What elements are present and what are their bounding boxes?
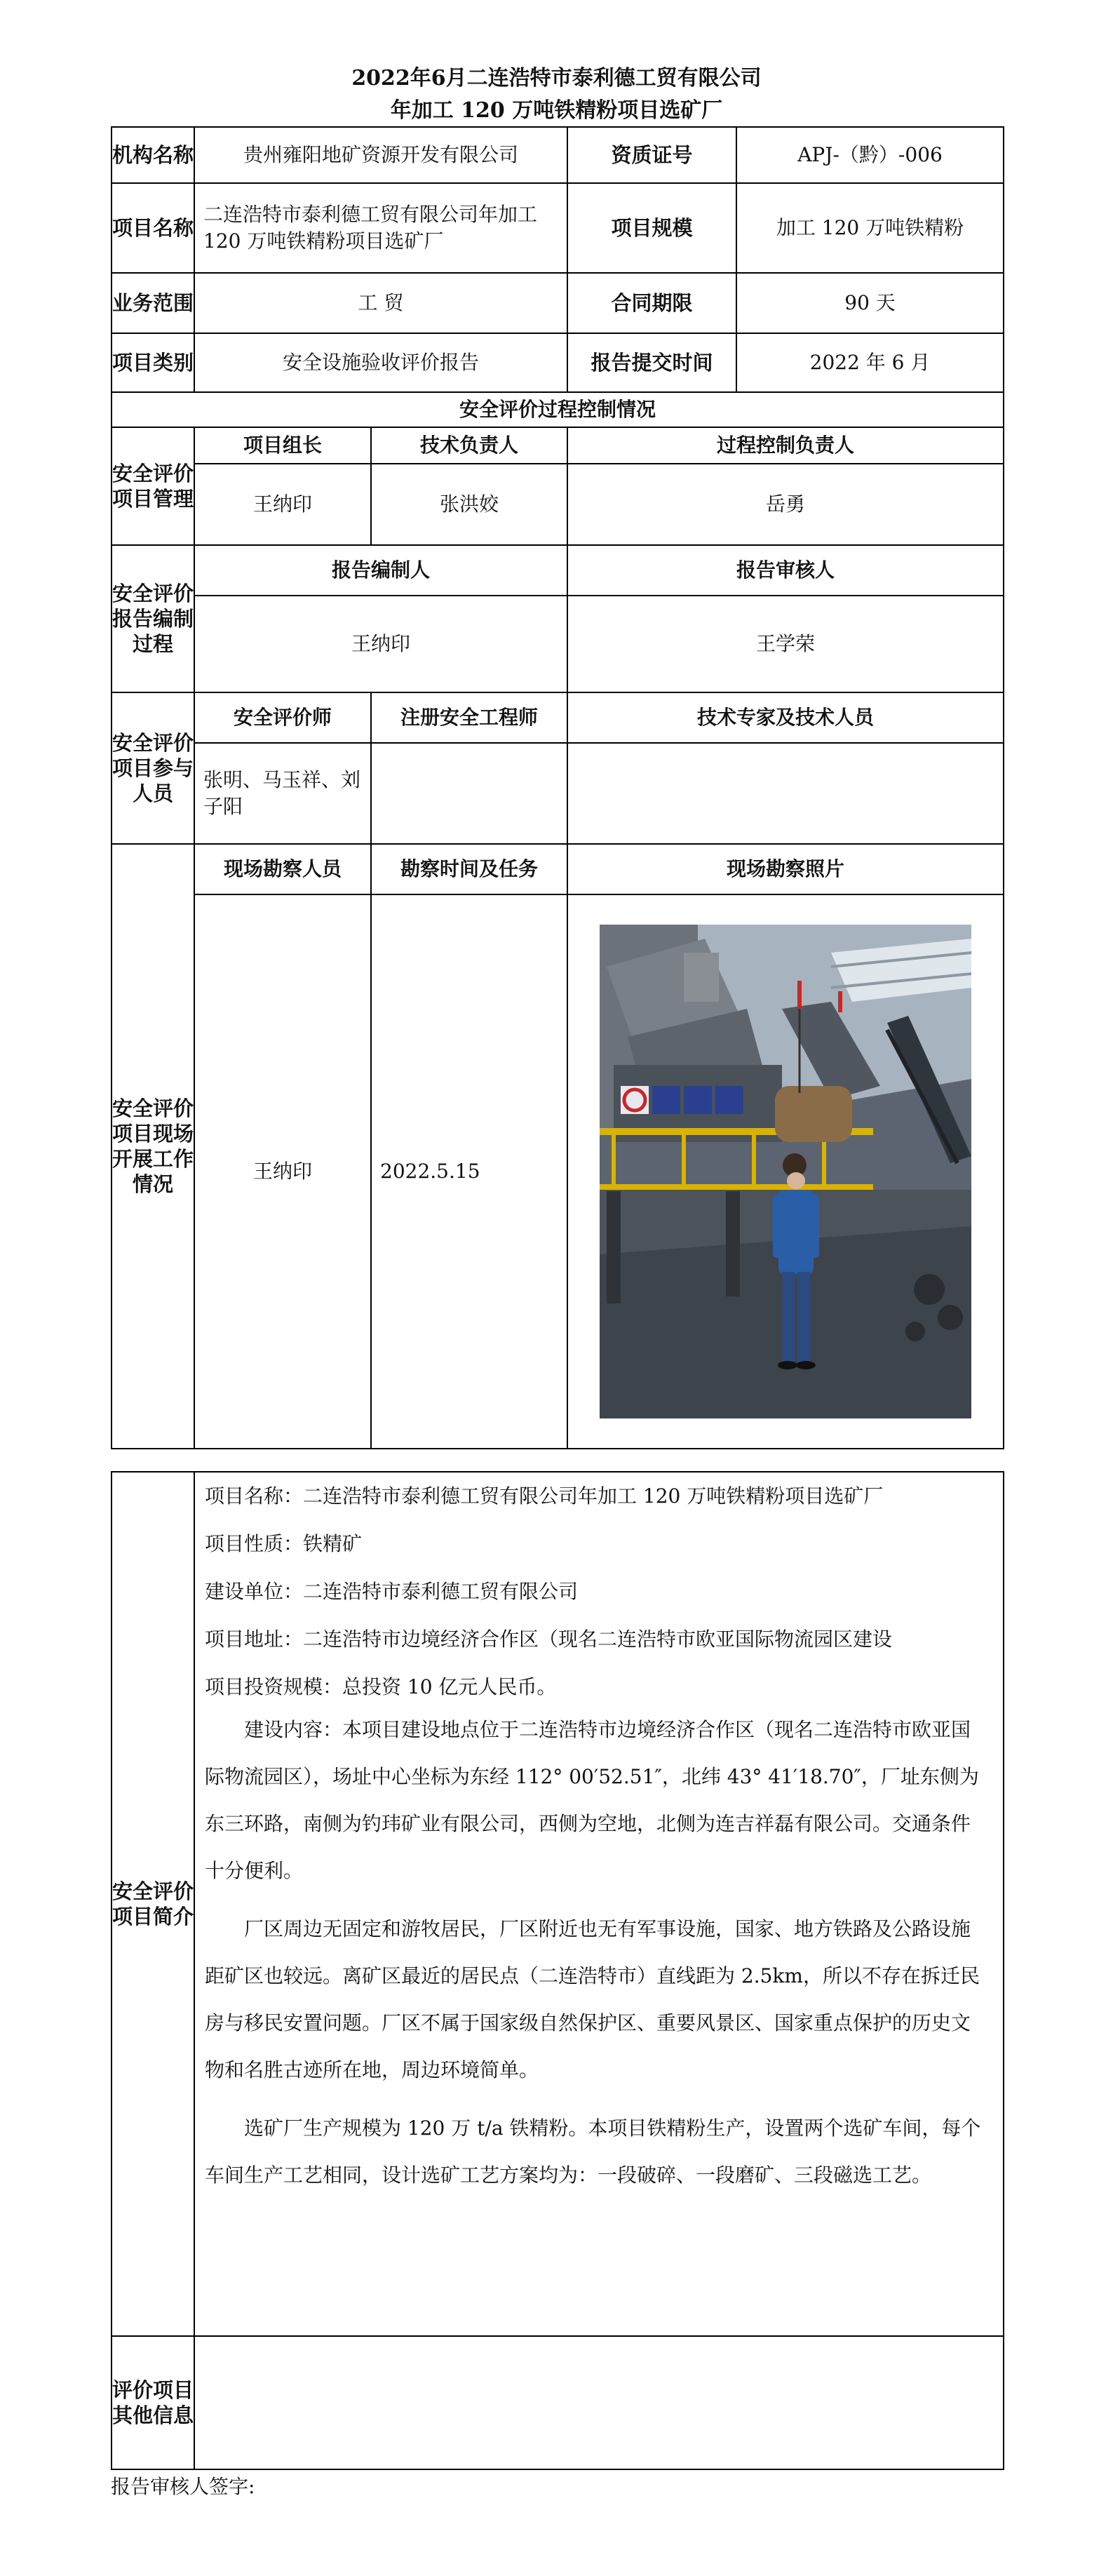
business-scope-label: 业务范围 bbox=[112, 273, 194, 333]
registered-engineer-header: 注册安全工程师 bbox=[371, 692, 567, 743]
tech-experts-header: 技术专家及技术人员 bbox=[567, 692, 1004, 743]
intro-paragraph-3: 选矿厂生产规模为 120 万 t/a 铁精粉。本项目铁精粉生产，设置两个选矿车间，每个车间生产工艺相同，设计选矿工艺方案均为：一段破碎、一段磨矿、三段磁选工艺。 bbox=[205, 2117, 981, 2187]
project-management-label: 安全评价项目管理 bbox=[112, 427, 194, 545]
project-name-value: 二连浩特市泰利德工贸有限公司年加工 120 万吨铁精粉项目选矿厂 bbox=[194, 183, 567, 273]
business-scope-value: 工 贸 bbox=[194, 273, 567, 333]
tech-experts-value bbox=[567, 743, 1004, 844]
project-name-label: 项目名称 bbox=[112, 183, 194, 273]
document-title-line-2: 年加工 120 万吨铁精粉项目选矿厂 bbox=[390, 98, 723, 123]
contract-term-value: 90 天 bbox=[736, 273, 1004, 333]
report-reviewer-header: 报告审核人 bbox=[567, 545, 1004, 596]
project-category-label: 项目类别 bbox=[112, 333, 194, 392]
other-info-value bbox=[194, 2336, 1004, 2469]
tech-lead-value: 张洪姣 bbox=[371, 464, 567, 545]
intro-paragraph-2: 厂区周边无固定和游牧居民，厂区附近也无有军事设施，国家、地方铁路及公路设施距矿区也较远。离矿区最近的居民点（二连浩特市）直线距为 2.5km，所以不存在拆迁民房与移民安置问题。厂区不属于国家级自然保护区、重要风景区、国家重点保护的历史文物和名胜古迹所在地，周边环境简单。 bbox=[205, 1917, 980, 2081]
intro-builder: 建设单位：二连浩特市泰利德工贸有限公司 bbox=[205, 1580, 579, 1603]
inspection-time-value: 2022.5.15 bbox=[371, 894, 567, 1449]
team-leader-header: 项目组长 bbox=[194, 427, 371, 464]
site-photo bbox=[600, 925, 971, 1418]
evaluation-info-table bbox=[111, 126, 1004, 1449]
team-leader-value: 王纳印 bbox=[194, 464, 371, 545]
site-inspector-header: 现场勘察人员 bbox=[194, 844, 371, 894]
other-info-label: 评价项目其他信息 bbox=[112, 2336, 194, 2469]
site-photo-cell bbox=[567, 894, 1004, 1449]
org-name-value: 贵州雍阳地矿资源开发有限公司 bbox=[194, 127, 567, 183]
submit-time-value: 2022 年 6 月 bbox=[736, 333, 1004, 392]
document-title-line-1: 2022年6月二连浩特市泰利德工贸有限公司 bbox=[351, 66, 762, 90]
cert-number-value: APJ-（黔）-006 bbox=[736, 127, 1004, 183]
submit-time-label: 报告提交时间 bbox=[567, 333, 736, 392]
cert-number-label: 资质证号 bbox=[567, 127, 736, 183]
site-inspector-value: 王纳印 bbox=[194, 894, 371, 1449]
project-intro-label: 安全评价项目简介 bbox=[112, 1472, 194, 2336]
process-control-heading: 安全评价过程控制情况 bbox=[112, 392, 1004, 427]
project-scale-label: 项目规模 bbox=[567, 183, 736, 273]
project-scale-value: 加工 120 万吨铁精粉 bbox=[736, 183, 1004, 273]
contract-term-label: 合同期限 bbox=[567, 273, 736, 333]
report-reviewer-value: 王学荣 bbox=[567, 596, 1004, 692]
project-intro-content bbox=[194, 1472, 1004, 2336]
registered-engineer-value bbox=[371, 743, 567, 844]
report-author-value: 王纳印 bbox=[194, 596, 567, 692]
site-work-label: 安全评价项目现场开展工作情况 bbox=[112, 844, 194, 1449]
org-name-label: 机构名称 bbox=[112, 127, 194, 183]
report-process-label: 安全评价报告编制过程 bbox=[112, 545, 194, 692]
project-intro-table bbox=[111, 1471, 1004, 2470]
process-control-lead-value: 岳勇 bbox=[567, 464, 1004, 545]
site-photo-header: 现场勘察照片 bbox=[567, 844, 1004, 894]
project-category-value: 安全设施验收评价报告 bbox=[194, 333, 567, 392]
reviewer-signature-label: 报告审核人签字: bbox=[111, 2475, 255, 2498]
intro-address: 项目地址：二连浩特市边境经济合作区（现名二连浩特市欧亚国际物流园区建设 bbox=[205, 1628, 893, 1651]
intro-project-nature: 项目性质：铁精矿 bbox=[205, 1532, 363, 1555]
project-members-label: 安全评价项目参与人员 bbox=[112, 692, 194, 844]
inspection-time-header: 勘察时间及任务 bbox=[371, 844, 567, 894]
intro-investment: 项目投资规模：总投资 10 亿元人民币。 bbox=[205, 1675, 557, 1698]
safety-evaluator-header: 安全评价师 bbox=[194, 692, 371, 743]
tech-lead-header: 技术负责人 bbox=[371, 427, 567, 464]
safety-evaluator-value: 张明、马玉祥、刘子阳 bbox=[194, 743, 371, 844]
process-control-lead-header: 过程控制负责人 bbox=[567, 427, 1004, 464]
intro-paragraph-1: 建设内容：本项目建设地点位于二连浩特市边境经济合作区（现名二连浩特市欧亚国际物流园区），场址中心坐标为东经 112° 00′52.51″，北纬 43° 41′18.70″，厂址东侧为东三环路，南侧为钓玮矿业有限公司，西侧为空地，北侧为连吉祥磊有限公司。交通条件十分便利。 bbox=[205, 1718, 979, 1882]
intro-project-name: 项目名称：二连浩特市泰利德工贸有限公司年加工 120 万吨铁精粉项目选矿厂 bbox=[205, 1484, 884, 1508]
report-author-header: 报告编制人 bbox=[194, 545, 567, 596]
